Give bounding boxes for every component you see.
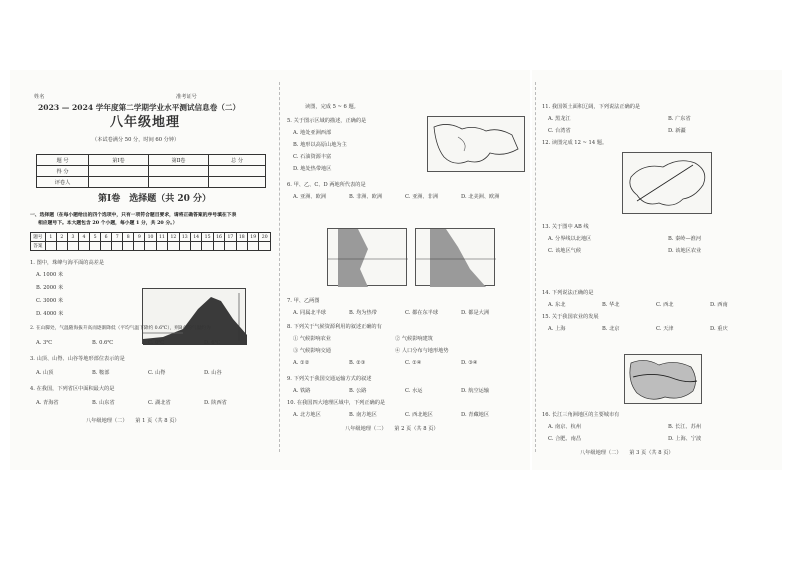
question-14: 14. 下列说法正确的是 <box>542 290 594 296</box>
part1-instructions: 一、选择题（在每小题给出的四个选项中，只有一项符合题目要求，请将正确答案的序号填在下表 <box>30 212 237 218</box>
option: C. 西北 <box>656 302 674 308</box>
page-footer: 八年级地理（二） 第 1 页（共 8 页） <box>86 418 180 424</box>
answer-cell[interactable] <box>248 242 259 251</box>
option: A. 同属北半球 <box>293 310 326 316</box>
option: A. 东北 <box>548 302 566 308</box>
option: D. 该地区农业 <box>668 248 702 254</box>
instruction: 读图，完成 5 ~ 6 题。 <box>305 104 359 110</box>
answer-cell[interactable] <box>112 242 123 251</box>
answer-grid-number: 19 <box>248 233 259 242</box>
score-cell[interactable] <box>209 166 266 177</box>
question-2: 2. 在山脚处，气温随海拔升高而逐渐降低（平均气温下降约 0.6℃），则B点的气温约为 <box>30 326 211 331</box>
answer-cell[interactable] <box>134 242 145 251</box>
answer-grid-number: 7 <box>112 233 123 242</box>
option: B. 长江、苏州 <box>668 424 702 430</box>
question-1: 1. 图中，珠峰与海平面的高差是 <box>30 260 105 266</box>
column-2 <box>285 78 531 461</box>
option: B. 山东省 <box>92 400 115 406</box>
answer-cell[interactable] <box>202 242 213 251</box>
option: A. 3℃ <box>36 340 53 346</box>
option: C. 3000 米 <box>36 298 64 304</box>
option: A. 南京、杭州 <box>548 424 581 430</box>
option: C. 都在东半球 <box>405 310 439 316</box>
option: B. 公路 <box>349 388 367 394</box>
option: A. ①② <box>293 360 310 366</box>
page-footer: 八年级地理（二） 第 3 页（共 8 页） <box>580 450 674 456</box>
option: B. 北京 <box>602 326 620 332</box>
option: D. 4000 米 <box>36 311 64 317</box>
fold-divider <box>279 82 280 452</box>
answer-cell[interactable] <box>67 242 78 251</box>
question-8: 8. 下列关于气候资源利用的叙述正确的有 <box>287 324 382 330</box>
score-cell: 第Ⅱ卷 <box>149 155 209 166</box>
mountain-profile <box>143 289 247 345</box>
answer-grid-number: 12 <box>168 233 179 242</box>
mountain-figure <box>142 288 246 344</box>
option: C. 0℃ <box>148 340 165 346</box>
answer-cell[interactable] <box>101 242 112 251</box>
option: B. 0.6℃ <box>92 340 114 346</box>
score-cell: 评卷人 <box>37 177 89 188</box>
hemisphere-map-yi-drawing <box>416 229 496 287</box>
answer-grid-number: 18 <box>236 233 247 242</box>
item: ④ 人口分布与地形地势 <box>395 348 449 354</box>
item: ① 气候影响农业 <box>293 336 331 342</box>
question-9: 9. 下列关于我国交通运输方式的叙述 <box>287 376 372 382</box>
answer-grid-number: 6 <box>101 233 112 242</box>
answer-cell[interactable] <box>225 242 236 251</box>
option: B. 南方地区 <box>349 412 377 418</box>
score-cell[interactable] <box>209 177 266 188</box>
option: A. 铁路 <box>293 388 311 394</box>
option: D. 新疆 <box>668 128 686 134</box>
option: C. 该地区气候 <box>548 248 582 254</box>
question-5: 5. 关于图示区域的描述，正确的是 <box>287 118 367 124</box>
option: C. 石油资源丰富 <box>293 154 332 160</box>
option: A. 青海省 <box>36 400 59 406</box>
option: D. 北美洲、欧洲 <box>461 194 500 200</box>
answer-grid-number: 16 <box>213 233 224 242</box>
question-12: 12. 读图完成 12 ~ 14 题。 <box>542 140 608 146</box>
question-4: 4. 在我国，下列省区中面积最大的是 <box>30 386 115 392</box>
column-1 <box>26 78 271 461</box>
answer-cell[interactable] <box>236 242 247 251</box>
hemisphere-map-jia-drawing <box>328 229 408 287</box>
answer-grid <box>30 232 271 251</box>
option: B. 地形以高原山地为主 <box>293 142 347 148</box>
option: A. 北方地区 <box>293 412 321 418</box>
option: A. 分界线以北地区 <box>548 236 592 242</box>
option: A. 1000 米 <box>36 272 64 278</box>
page-footer: 八年级地理（二） 第 2 页（共 8 页） <box>345 426 439 432</box>
answer-cell[interactable] <box>168 242 179 251</box>
region-map-drawing <box>428 117 526 173</box>
option: A. 地处亚洲西部 <box>293 130 332 136</box>
answer-grid-number: 8 <box>123 233 134 242</box>
score-cell[interactable] <box>89 177 149 188</box>
option: D. 山谷 <box>204 370 222 376</box>
answer-grid-number: 9 <box>134 233 145 242</box>
option: B. 华北 <box>602 302 620 308</box>
answer-grid-number: 10 <box>145 233 156 242</box>
option: C. 山脊 <box>148 370 166 376</box>
score-cell: 第Ⅰ卷 <box>89 155 149 166</box>
option: D. ③④ <box>461 360 478 366</box>
question-16: 16. 长江三角洲地区的主要城市有 <box>542 412 620 418</box>
answer-grid-label: 答案 <box>31 242 46 251</box>
fold-divider <box>535 82 536 452</box>
answer-grid-number: 1 <box>45 233 56 242</box>
score-cell: 得 分 <box>37 166 89 177</box>
region-map <box>427 116 525 172</box>
yangtze-delta-map-drawing <box>625 355 703 405</box>
option: D. 重庆 <box>710 326 728 332</box>
answer-cell[interactable] <box>45 242 56 251</box>
answer-grid-number: 4 <box>78 233 89 242</box>
answer-grid-number: 14 <box>190 233 201 242</box>
option: A. 山顶 <box>36 370 54 376</box>
score-cell: 题 号 <box>37 155 89 166</box>
score-cell[interactable] <box>89 166 149 177</box>
answer-grid-number: 17 <box>225 233 236 242</box>
question-15: 15. 关于我国农业的发展 <box>542 314 599 320</box>
option: B. 均为热带 <box>349 310 377 316</box>
answer-grid-number: 2 <box>56 233 67 242</box>
score-cell[interactable] <box>149 177 209 188</box>
option: B. 非洲、欧洲 <box>349 194 383 200</box>
answer-cell[interactable] <box>156 242 167 251</box>
option: A. 黑龙江 <box>548 116 571 122</box>
question-10: 10. 在我国四大地理区域中，下列正确的是 <box>287 400 386 406</box>
answer-cell[interactable] <box>145 242 156 251</box>
item: ③ 气候影响交通 <box>293 348 331 354</box>
option: C. 合肥、南昌 <box>548 436 582 442</box>
name-label: 姓名 <box>34 94 45 100</box>
hemisphere-map-jia <box>327 228 407 286</box>
option: D. 地处热带地区 <box>293 166 332 172</box>
china-map-drawing <box>623 153 713 215</box>
answer-grid-number: 13 <box>179 233 190 242</box>
option: D. 6℃ <box>204 340 221 346</box>
answer-grid-number: 3 <box>67 233 78 242</box>
answer-cell[interactable] <box>259 242 271 251</box>
option: B. 鞍部 <box>92 370 110 376</box>
answer-cell[interactable] <box>179 242 190 251</box>
answer-cell[interactable] <box>213 242 224 251</box>
option: C. 天津 <box>656 326 674 332</box>
option: B. 广东省 <box>668 116 691 122</box>
item: ② 气候影响建筑 <box>395 336 433 342</box>
option: B. 秦岭—淮河 <box>668 236 702 242</box>
score-cell: 总 分 <box>209 155 266 166</box>
answer-cell[interactable] <box>90 242 101 251</box>
option: D. 青藏地区 <box>461 412 490 418</box>
option: B. 2000 米 <box>36 285 64 291</box>
china-map <box>622 152 712 214</box>
option: D. 上海、宁波 <box>668 436 702 442</box>
score-cell[interactable] <box>149 166 209 177</box>
question-7: 7. 甲、乙两图 <box>287 298 320 304</box>
question-3: 3. 山顶、山脊、山谷等地形部位表示的是 <box>30 356 125 362</box>
yangtze-delta-map <box>624 354 702 404</box>
subject-title: 八年级地理 <box>110 115 181 130</box>
question-13: 13. 关于图中 AB 线 <box>542 224 589 230</box>
answer-cell[interactable] <box>56 242 67 251</box>
answer-grid-number: 20 <box>259 233 271 242</box>
question-6: 6. 甲、乙、C、D 两地所代表的是 <box>287 182 366 188</box>
question-11: 11. 我国领土面积辽阔，下列说法正确的是 <box>542 104 641 110</box>
option: A. 上海 <box>548 326 566 332</box>
part1-heading: 第Ⅰ卷 选择题（共 20 分） <box>98 194 212 204</box>
option: D. 陕西省 <box>204 400 227 406</box>
column-3 <box>540 78 776 461</box>
option: A. 亚洲、欧洲 <box>293 194 326 200</box>
answer-grid-number: 5 <box>90 233 101 242</box>
part1-instructions: 相应题号下。本大题包含 20 个小题，每小题 1 分，共 20 分。） <box>38 220 178 226</box>
option: C. ①④ <box>405 360 422 366</box>
option: D. 西南 <box>710 302 728 308</box>
answer-cell[interactable] <box>123 242 134 251</box>
option: D. 都是大洲 <box>461 310 490 316</box>
answer-cell[interactable] <box>190 242 201 251</box>
score-table <box>36 154 266 188</box>
exam-title: 2023 — 2024 学年度第二学期学业水平测试信息卷（二） <box>38 103 241 112</box>
option: C. 湖北省 <box>148 400 171 406</box>
option: C. 亚洲、非洲 <box>405 194 439 200</box>
exam-no-label: 准考证号 <box>176 94 197 100</box>
option: C. 西北地区 <box>405 412 433 418</box>
answer-grid-number: 11 <box>156 233 167 242</box>
option: B. ②③ <box>349 360 366 366</box>
answer-grid-label: 题号 <box>31 233 46 242</box>
option: D. 航空运输 <box>461 388 490 394</box>
option: C. 台湾省 <box>548 128 571 134</box>
exam-note: （本试卷满分 50 分，时间 60 分钟） <box>92 137 180 143</box>
hemisphere-map-yi <box>415 228 495 286</box>
answer-cell[interactable] <box>78 242 89 251</box>
answer-grid-number: 15 <box>202 233 213 242</box>
option: C. 水运 <box>405 388 423 394</box>
